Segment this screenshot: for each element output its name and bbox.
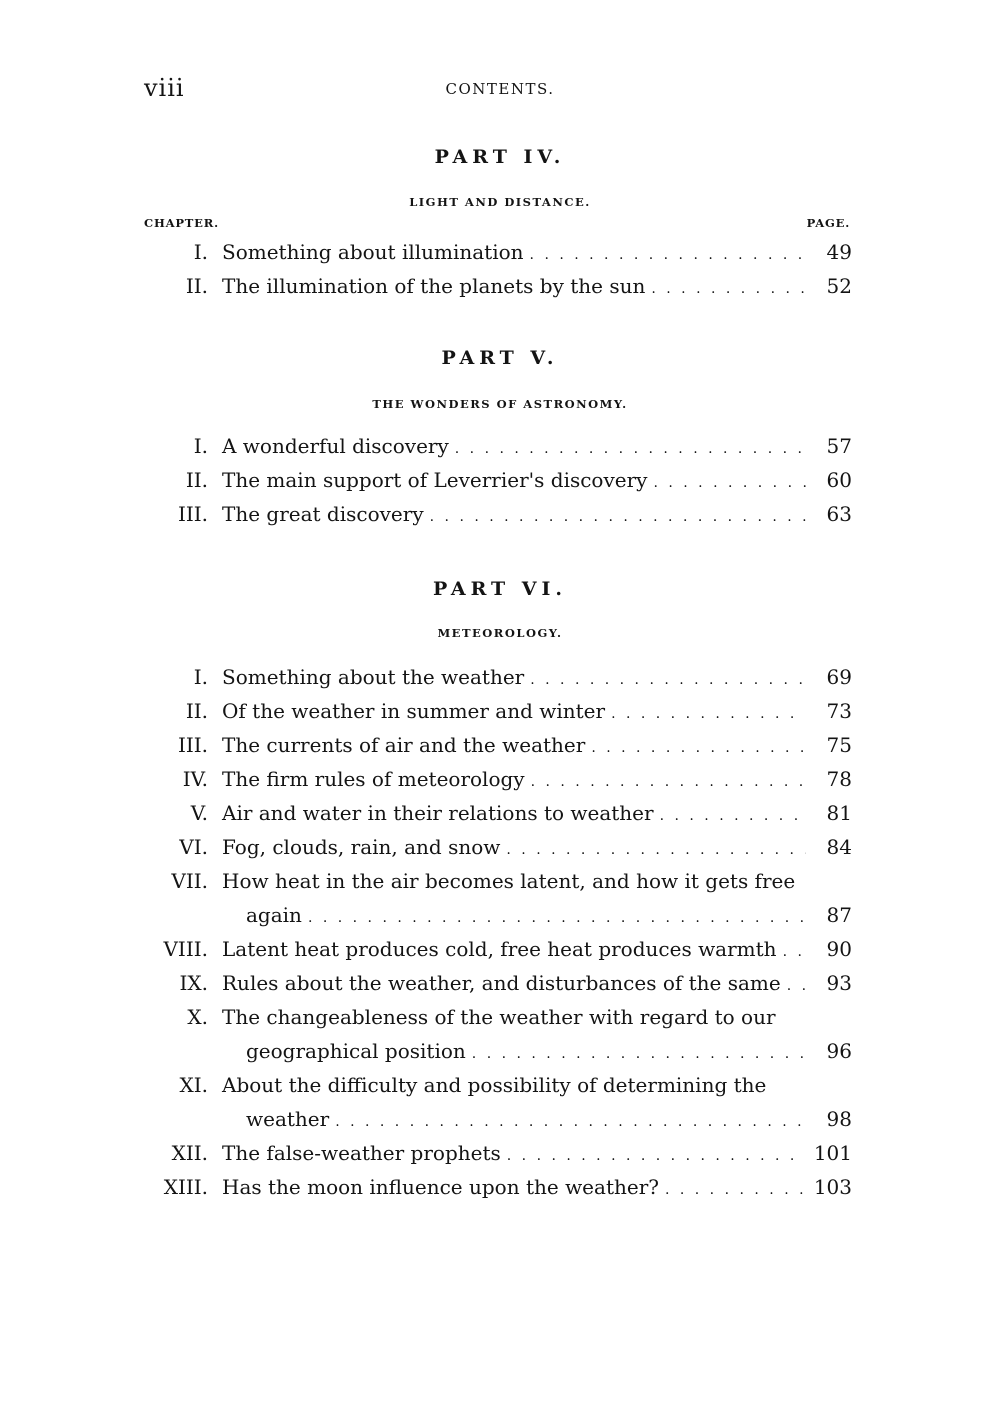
dot-leader (308, 901, 806, 935)
chapter-number: XII. (171, 1141, 208, 1165)
page-ref: 57 (826, 434, 852, 458)
page-ref: 49 (826, 240, 852, 264)
chapter-title-continuation: again (246, 903, 302, 927)
chapter-title: The illumination of the planets by the sun (222, 274, 646, 298)
page-ref: 81 (826, 801, 852, 825)
chapter-number: XI. (179, 1073, 208, 1097)
page-ref: 63 (826, 502, 852, 526)
toc-entry (140, 728, 852, 762)
chapter-title: The changeableness of the weather with regard to our (222, 1005, 776, 1029)
chapter-title: Of the weather in summer and winter (222, 699, 606, 723)
dot-leader (783, 935, 806, 969)
chapter-title: How heat in the air becomes latent, and how it gets free (222, 869, 796, 893)
toc-entry (140, 796, 852, 830)
dot-leader (651, 272, 806, 306)
page-ref: 78 (826, 767, 852, 791)
chapter-title: A wonderful discovery (222, 434, 449, 458)
dot-leader (660, 799, 806, 833)
chapter-number: III. (177, 502, 208, 526)
toc-entry (140, 429, 852, 463)
page-ref: 73 (826, 699, 852, 723)
part-title: PART VI. (432, 578, 568, 600)
chapter-title: Something about illumination (222, 240, 524, 264)
dot-leader (665, 1173, 806, 1207)
toc-entry (140, 269, 852, 303)
chapter-title: The great discovery (222, 502, 424, 526)
toc-entry (140, 694, 852, 728)
page-ref: 69 (826, 665, 852, 689)
dot-leader (611, 697, 806, 731)
chapter-number: XIII. (163, 1175, 208, 1199)
dot-leader (530, 663, 806, 697)
dot-leader (653, 466, 806, 500)
dot-leader (531, 765, 806, 799)
dot-leader (507, 1139, 806, 1173)
chapter-number: VI. (179, 835, 208, 859)
chapter-title: About the difficulty and possibility of determining the (222, 1073, 767, 1097)
toc-entry (140, 966, 852, 1000)
toc-entry-continuation (140, 898, 852, 932)
chapter-title-continuation: geographical position (246, 1039, 466, 1063)
page-number: viii (144, 74, 185, 102)
part-subtitle: LIGHT AND DISTANCE. (409, 195, 591, 209)
chapter-title: Air and water in their relations to weather (222, 801, 654, 825)
chapter-title: The main support of Leverrier's discovery (222, 468, 648, 492)
toc-entry-continuation (140, 1034, 852, 1068)
toc-entry (140, 1000, 852, 1034)
chapter-title: The false-weather prophets (222, 1141, 501, 1165)
chapter-number: I. (193, 665, 208, 689)
dot-leader (787, 969, 806, 1003)
toc-entry (140, 830, 852, 864)
page-ref: 52 (826, 274, 852, 298)
part-title: PART IV. (434, 146, 566, 168)
part-title: PART V. (441, 347, 559, 369)
chapter-title: Fog, clouds, rain, and snow (222, 835, 501, 859)
chapter-title: Rules about the weather, and disturbances of the same (222, 971, 781, 995)
chapter-number: IV. (182, 767, 208, 791)
toc-entry (140, 1170, 852, 1204)
running-head: CONTENTS. (445, 80, 555, 98)
chapter-title: Something about the weather (222, 665, 525, 689)
chapter-title: Latent heat produces cold, free heat produces warmth (222, 937, 777, 961)
dot-leader (455, 432, 806, 466)
toc-entry (140, 235, 852, 269)
page-ref: 101 (813, 1141, 852, 1165)
chapter-title: The currents of air and the weather (222, 733, 586, 757)
chapter-number: VII. (171, 869, 208, 893)
chapter-number: I. (193, 434, 208, 458)
toc-entry (140, 1068, 852, 1102)
page-ref: 87 (826, 903, 852, 927)
page-ref: 96 (826, 1039, 852, 1063)
chapter-title: Has the moon influence upon the weather? (222, 1175, 659, 1199)
toc-entry (140, 660, 852, 694)
toc-entry (140, 932, 852, 966)
chapter-title-continuation: weather (246, 1107, 330, 1131)
page-ref: 90 (826, 937, 852, 961)
page-ref: 103 (813, 1175, 852, 1199)
page-ref: 98 (826, 1107, 852, 1131)
chapter-number: VIII. (163, 937, 208, 961)
page-ref: 93 (826, 971, 852, 995)
chapter-column-head: CHAPTER. (144, 216, 219, 230)
part-subtitle: THE WONDERS OF ASTRONOMY. (372, 397, 628, 411)
dot-leader (506, 833, 806, 867)
page-ref: 60 (826, 468, 852, 492)
chapter-number: II. (185, 274, 208, 298)
chapter-number: III. (177, 733, 208, 757)
chapter-title: The firm rules of meteorology (222, 767, 525, 791)
toc-entry (140, 463, 852, 497)
dot-leader (335, 1105, 806, 1139)
dot-leader (472, 1037, 806, 1071)
toc-entry (140, 497, 852, 531)
page-ref: 75 (826, 733, 852, 757)
dot-leader (591, 731, 806, 765)
chapter-number: X. (187, 1005, 208, 1029)
toc-entry (140, 762, 852, 796)
chapter-number: II. (185, 468, 208, 492)
toc-entry (140, 1136, 852, 1170)
chapter-number: IX. (179, 971, 208, 995)
toc-entry (140, 864, 852, 898)
chapter-number: V. (190, 801, 208, 825)
chapter-number: I. (193, 240, 208, 264)
dot-leader (530, 238, 806, 272)
dot-leader (430, 500, 806, 534)
part-subtitle: METEOROLOGY. (437, 626, 563, 640)
page-column-head: PAGE. (806, 216, 850, 230)
page-ref: 84 (826, 835, 852, 859)
toc-entry-continuation (140, 1102, 852, 1136)
chapter-number: II. (185, 699, 208, 723)
